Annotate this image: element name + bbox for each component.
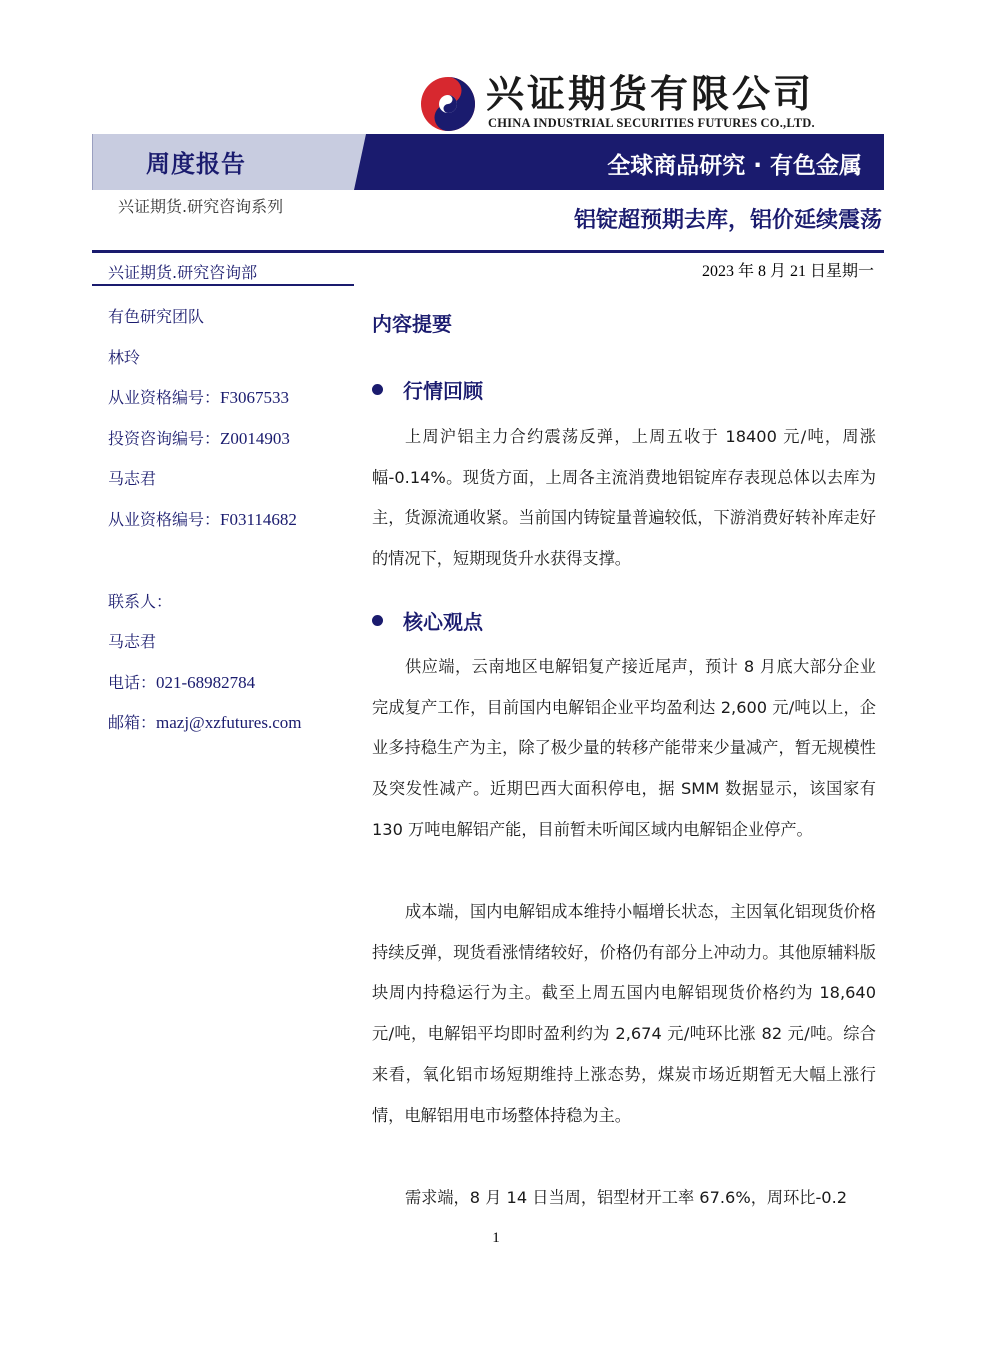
page-number: 1 <box>492 1230 500 1246</box>
email-link[interactable]: mazj@xzfutures.com <box>156 713 302 732</box>
bullet-icon <box>372 615 383 626</box>
license-value: F3067533 <box>220 388 289 407</box>
report-headline: 铝锭超预期去库，铝价延续震荡 <box>573 208 882 233</box>
contact-title: 联系人： <box>108 592 173 611</box>
contact-email <box>108 710 301 733</box>
analyst-license <box>108 385 289 408</box>
contact-phone <box>108 670 255 693</box>
license-label: 投资咨询编号： <box>108 429 221 448</box>
report-series: 兴证期货.研究咨询系列 <box>118 197 284 216</box>
bullet-icon <box>372 384 383 395</box>
summary-title: 内容提要 <box>372 312 452 336</box>
section-title-text: 行情回顾 <box>403 379 483 403</box>
license-value: Z0014903 <box>220 429 290 448</box>
license-label: 从业资格编号： <box>108 510 221 529</box>
company-logo <box>420 70 850 134</box>
license-label: 从业资格编号： <box>108 388 221 407</box>
section-title <box>372 375 483 404</box>
section-title-text: 核心观点 <box>403 610 483 634</box>
paragraph: 需求端，8 月 14 日当周，铝型材开工率 67.6%，周环比-0.2 <box>405 1188 848 1207</box>
analyst-name: 马志君 <box>108 469 157 488</box>
section-title <box>372 606 483 635</box>
contact-name: 马志君 <box>108 632 157 651</box>
logo-mark-icon <box>420 76 476 132</box>
email-label: 邮箱： <box>108 713 157 732</box>
report-type: 周度报告 <box>146 150 246 178</box>
phone-label: 电话： <box>108 673 157 692</box>
company-name-en: CHINA INDUSTRIAL SECURITIES FUTURES CO.,LTD. <box>488 116 815 130</box>
sidebar-divider <box>92 284 354 286</box>
research-team: 有色研究团队 <box>108 307 205 326</box>
analyst-name: 林玲 <box>108 348 141 367</box>
company-name-cn: 兴证期货有限公司 <box>486 72 815 116</box>
phone-value: 021-68982784 <box>156 673 256 692</box>
paragraph: 上周沪铝主力合约震荡反弹，上周五收于 18400 元/吨，周涨幅-0.14%。现货方面，上周各主流消费地铝锭库存表现总体以去库为主，货源流通收紧。当前国内铸锭量普遍较低，下游消费好转补库走好的情况下，短期现货升水获得支撑。 <box>372 427 876 569</box>
report-category: 全球商品研究 · 有色金属 <box>607 153 862 179</box>
analyst-advisory-license <box>108 426 290 449</box>
department: 兴证期货.研究咨询部 <box>108 263 258 282</box>
report-date: 2023 年 8 月 21 日星期一 <box>701 263 874 280</box>
license-value: F03114682 <box>220 510 297 529</box>
header-band <box>92 134 884 190</box>
paragraph: 成本端，国内电解铝成本维持小幅增长状态，主因氧化铝现货价格持续反弹，现货看涨情绪较好，价格仍有部分上冲动力。其他原辅料版块周内持稳运行为主。截至上周五国内电解铝现货价格约为 18,640 元/吨，电解铝平均即时盈利约为 2,674 元/吨环比涨 82 元/吨。综合来看，氧化铝市场短期维持上涨态势，煤炭市场近期暂无大幅上涨行情，电解铝用电市场整体持稳为主。 <box>372 902 876 1125</box>
paragraph: 供应端，云南地区电解铝复产接近尾声，预计 8 月底大部分企业完成复产工作，目前国内电解铝企业平均盈利达 2,600 元/吨以上，企业多持稳生产为主，除了极少量的转移产能带来少量减产，暂无规模性及突发性减产。近期巴西大面积停电，据 SMM 数据显示，该国家有 130 万吨电解铝产能，目前暂未听闻区域内电解铝企业停产。 <box>372 657 876 839</box>
analyst-license <box>108 507 297 530</box>
header-divider <box>92 250 884 253</box>
